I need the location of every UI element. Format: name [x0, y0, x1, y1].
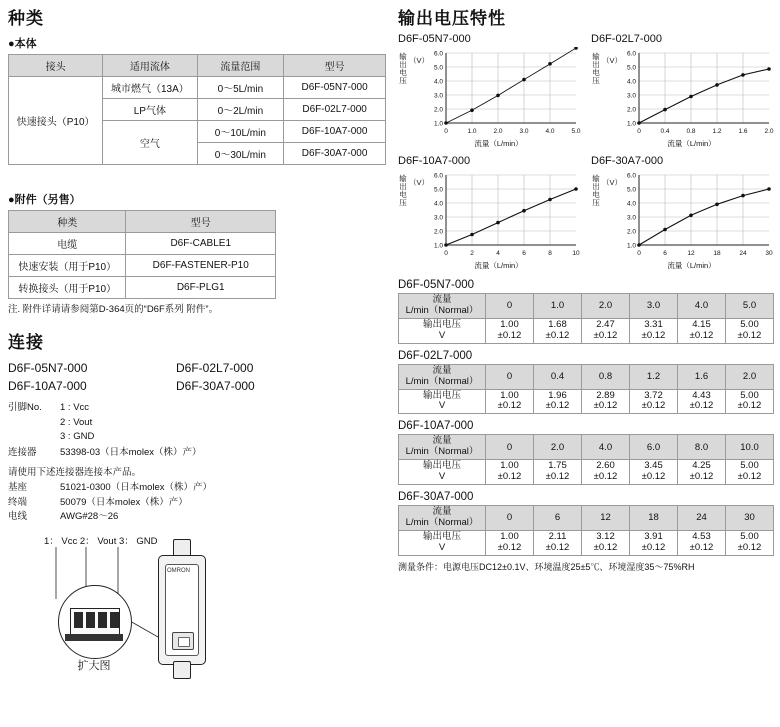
cell-voltage: 5.00 ±0.12: [726, 318, 774, 343]
connection-note-block: [8, 466, 386, 525]
cell-flow: 8.0: [678, 435, 726, 460]
svg-text:5.0: 5.0: [626, 186, 636, 194]
cell-voltage: 3.31 ±0.12: [630, 318, 678, 343]
table-header-row: [9, 55, 386, 77]
svg-text:2.0: 2.0: [626, 228, 636, 236]
y-axis-unit: （V）: [409, 56, 430, 65]
use-note: 请使用下述连接器连接本产品。: [8, 467, 142, 479]
table-header-row: [9, 211, 276, 233]
part-item: [8, 496, 386, 511]
chart-grid: [398, 33, 774, 277]
cell-flow: 1.0: [534, 294, 582, 319]
cell-voltage: 4.15 ±0.12: [678, 318, 726, 343]
left-column: [8, 4, 386, 673]
svg-text:3.0: 3.0: [519, 128, 529, 135]
value-table: [398, 293, 774, 344]
magnified-connector: [58, 585, 132, 659]
svg-text:4.0: 4.0: [545, 128, 555, 135]
x-axis-label: 流量（L/min）: [667, 139, 716, 148]
y-axis-label: 输出电压: [592, 52, 600, 85]
connector-value: 53398-03（日本molex（株）产）: [60, 447, 202, 459]
cell-flow: 3.0: [630, 294, 678, 319]
cell-acc-model: D6F-FASTENER-P10: [126, 255, 276, 277]
td-voltage-label: 输出电压 V: [399, 460, 486, 485]
subhead-accessories: ●附件（另售）: [8, 194, 81, 206]
cell-voltage: 5.00 ±0.12: [726, 530, 774, 555]
connection-model-list: [8, 359, 386, 395]
chart-title: D6F-10A7-000: [398, 155, 471, 167]
svg-text:2.0: 2.0: [433, 106, 443, 114]
svg-text:4.0: 4.0: [433, 200, 443, 208]
cell-flow: 0: [486, 294, 534, 319]
connector-base: [65, 634, 123, 641]
table-row: [399, 530, 774, 555]
type-table: [8, 54, 386, 165]
svg-text:5.0: 5.0: [626, 64, 636, 72]
chart-box: [398, 47, 581, 147]
cell-voltage: 3.12 ±0.12: [582, 530, 630, 555]
page-title-connection: 连接: [8, 333, 44, 353]
svg-text:2.0: 2.0: [433, 228, 443, 236]
pin-contact: [110, 612, 119, 628]
part-value: 51021-0300（日本molex（株）产）: [60, 482, 213, 494]
pin-contact: [86, 612, 95, 628]
y-axis-unit: （V）: [602, 56, 623, 65]
svg-text:0: 0: [444, 128, 448, 135]
connector-drawing: [8, 533, 298, 673]
table-header-row: [399, 364, 774, 389]
th-acc-kind: 种类: [9, 211, 126, 233]
value-table-05n7: [398, 279, 774, 344]
cell-flow: 2.0: [582, 294, 630, 319]
plot-area: [609, 169, 774, 265]
cell-flow: 2.0: [534, 435, 582, 460]
part-item: [8, 481, 386, 496]
right-column: [398, 4, 774, 573]
cell-voltage: 3.45 ±0.12: [630, 460, 678, 485]
value-table-02l7: [398, 350, 774, 415]
table-header-row: [399, 435, 774, 460]
svg-text:6.0: 6.0: [433, 50, 443, 58]
svg-text:30: 30: [765, 250, 773, 257]
cell-connector: 快速接头（P10）: [9, 77, 103, 165]
chart-title: D6F-05N7-000: [398, 33, 471, 45]
sensor-body: [158, 555, 206, 665]
part-key: 基座: [8, 482, 28, 494]
svg-text:6.0: 6.0: [626, 50, 636, 58]
cell-flow: 4.0: [582, 435, 630, 460]
y-axis-label: 输出电压: [399, 174, 407, 207]
value-table: [398, 364, 774, 415]
cell-voltage: 1.75 ±0.12: [534, 460, 582, 485]
cell-flow: 18: [630, 506, 678, 531]
table-row: [399, 318, 774, 343]
plot-area: [416, 169, 581, 265]
brand-label: OMRON: [167, 568, 190, 575]
pin-1: 1 : Vcc: [60, 402, 90, 414]
cell-voltage: 1.68 ±0.12: [534, 318, 582, 343]
chart-box: [398, 169, 581, 269]
connector-value-wrap: [60, 446, 202, 460]
pin-contact: [74, 612, 83, 628]
chart-title: D6F-30A7-000: [591, 155, 664, 167]
plot-area: [609, 47, 774, 143]
svg-text:6: 6: [663, 250, 667, 257]
cell-flow: 0: [486, 506, 534, 531]
cell-range: 0～2L/min: [197, 99, 284, 121]
svg-text:1.2: 1.2: [712, 128, 722, 135]
cell-voltage: 2.60 ±0.12: [582, 460, 630, 485]
cell-flow: 0.8: [582, 364, 630, 389]
th-acc-model: 型号: [126, 211, 276, 233]
th-fluid: 适用流体: [103, 55, 197, 77]
svg-text:2.0: 2.0: [764, 128, 774, 135]
pin-values: [60, 401, 94, 444]
drawing-pin-labels: 1： Vcc 2： Vout 3： GND: [44, 536, 158, 548]
svg-text:3.0: 3.0: [626, 92, 636, 100]
svg-text:0: 0: [637, 128, 641, 135]
svg-text:10: 10: [572, 250, 580, 257]
svg-text:3.0: 3.0: [433, 92, 443, 100]
pin-label: 引脚No.: [8, 402, 42, 414]
table-row: [9, 277, 276, 299]
cell-flow: 2.0: [726, 364, 774, 389]
value-table-30a7: [398, 491, 774, 556]
part-key: 终端: [8, 496, 28, 508]
svg-text:4: 4: [496, 250, 500, 257]
svg-text:8: 8: [548, 250, 552, 257]
connector-label: 连接器: [8, 447, 37, 459]
th-flow: 流量 L/min（Normal）: [399, 364, 486, 389]
svg-text:4.0: 4.0: [626, 200, 636, 208]
cell-range: 0～5L/min: [197, 77, 284, 99]
th-range: 流量范围: [197, 55, 284, 77]
model-row: [8, 359, 386, 377]
cell-flow: 6.0: [630, 435, 678, 460]
value-table-10a7: [398, 420, 774, 485]
measurement-conditions-note: 测量条件：电源电压DC12±0.1V、环境温度25±5℃、环境湿度35～75%RH: [398, 561, 695, 572]
cell-voltage: 2.47 ±0.12: [582, 318, 630, 343]
svg-text:6.0: 6.0: [626, 172, 636, 180]
part-value: 50079（日本molex（株）产）: [60, 496, 188, 508]
table-header-row: [399, 294, 774, 319]
cell-voltage: 1.96 ±0.12: [534, 389, 582, 414]
td-voltage-label: 输出电压 V: [399, 318, 486, 343]
part-value: AWG#28～26: [60, 511, 119, 523]
value-table: [398, 434, 774, 485]
value-table-title: D6F-10A7-000: [398, 420, 474, 433]
cell-acc-kind: 转换接头（用于P10）: [9, 277, 126, 299]
connector-housing: [70, 608, 120, 636]
svg-text:6: 6: [522, 250, 526, 257]
chart-box: [591, 169, 774, 269]
svg-text:2.0: 2.0: [493, 128, 503, 135]
model-name: D6F-05N7-000: [8, 361, 88, 376]
connector-pins: [74, 612, 119, 628]
magnify-caption: 扩大图: [77, 660, 111, 673]
cell-flow: 5.0: [726, 294, 774, 319]
accessory-table: [8, 210, 276, 299]
pin-2: 2 : Vout: [60, 416, 93, 428]
cell-flow: 4.0: [678, 294, 726, 319]
cell-flow: 24: [678, 506, 726, 531]
cell-flow: 0: [486, 435, 534, 460]
model-name: D6F-10A7-000: [8, 379, 87, 394]
svg-text:1.0: 1.0: [433, 120, 443, 128]
svg-text:3.0: 3.0: [433, 214, 443, 222]
cell-voltage: 4.53 ±0.12: [678, 530, 726, 555]
chart-d6f-05n7: [398, 33, 581, 147]
cell-voltage: 4.25 ±0.12: [678, 460, 726, 485]
cell-flow: 1.6: [678, 364, 726, 389]
cell-range: 0～30L/min: [197, 143, 284, 165]
svg-text:12: 12: [687, 250, 695, 257]
svg-text:2.0: 2.0: [626, 106, 636, 114]
y-axis-label: 输出电压: [592, 174, 600, 207]
cell-fluid: 城市燃气（13A）: [103, 77, 197, 99]
cell-flow: 6: [534, 506, 582, 531]
value-table: [398, 505, 774, 556]
cell-flow: 1.2: [630, 364, 678, 389]
y-axis-unit: （V）: [409, 178, 430, 187]
subhead-body: ●本体: [8, 38, 37, 50]
plot-area: [416, 47, 581, 143]
pin-contact: [98, 612, 107, 628]
value-table-title: D6F-05N7-000: [398, 279, 475, 291]
connector-socket: [172, 632, 194, 650]
accessory-note: 注. 附件详请请参阅第D-364页的“D6F系列 附件”。: [8, 304, 219, 315]
svg-text:1.0: 1.0: [626, 242, 636, 250]
cell-flow: 0.4: [534, 364, 582, 389]
td-voltage-label: 输出电压 V: [399, 530, 486, 555]
model-row: [8, 377, 386, 395]
th-flow: 流量 L/min（Normal）: [399, 506, 486, 531]
svg-text:0.4: 0.4: [660, 128, 670, 135]
cell-voltage: 1.00 ±0.12: [486, 460, 534, 485]
pin-assignment-block: [8, 401, 386, 444]
table-row: [9, 233, 276, 255]
cell-flow: 30: [726, 506, 774, 531]
cell-flow: 12: [582, 506, 630, 531]
cell-voltage: 3.91 ±0.12: [630, 530, 678, 555]
cell-model: D6F-30A7-000: [284, 143, 386, 165]
th-model: 型号: [284, 55, 386, 77]
table-row: [399, 460, 774, 485]
svg-text:0: 0: [637, 250, 641, 257]
cell-voltage: 5.00 ±0.12: [726, 460, 774, 485]
cell-range: 0～10L/min: [197, 121, 284, 143]
svg-text:3.0: 3.0: [626, 214, 636, 222]
value-table-title: D6F-02L7-000: [398, 349, 473, 362]
y-axis-label: 输出电压: [399, 52, 407, 85]
chart-d6f-30a7: [591, 155, 774, 269]
th-connector: 接头: [9, 55, 103, 77]
svg-text:1.6: 1.6: [738, 128, 748, 135]
leader-lines: [8, 533, 298, 668]
part-item: [8, 510, 386, 525]
x-axis-label: 流量（L/min）: [667, 261, 716, 270]
svg-text:1.0: 1.0: [626, 120, 636, 128]
cell-voltage: 2.11 ±0.12: [534, 530, 582, 555]
cell-voltage: 1.00 ±0.12: [486, 530, 534, 555]
svg-text:5.0: 5.0: [571, 128, 581, 135]
chart-d6f-10a7: [398, 155, 581, 269]
cell-model: D6F-02L7-000: [284, 99, 386, 121]
table-row: [399, 389, 774, 414]
part-key: 电线: [8, 511, 28, 523]
svg-text:18: 18: [713, 250, 721, 257]
cell-fluid: 空气: [103, 121, 197, 165]
cell-voltage: 2.89 ±0.12: [582, 389, 630, 414]
svg-text:1.0: 1.0: [467, 128, 477, 135]
chart-title: D6F-02L7-000: [591, 33, 662, 45]
page-title-types: 种类: [8, 9, 44, 28]
svg-text:0: 0: [444, 250, 448, 257]
cell-fluid: LP气体: [103, 99, 197, 121]
svg-text:2: 2: [470, 250, 474, 257]
table-row: [9, 255, 276, 277]
th-flow: 流量 L/min（Normal）: [399, 435, 486, 460]
cell-voltage: 3.72 ±0.12: [630, 389, 678, 414]
cell-voltage: 1.00 ±0.12: [486, 318, 534, 343]
page-title-output-characteristics: 输出电压特性: [398, 9, 506, 28]
svg-text:1.0: 1.0: [433, 242, 443, 250]
cell-voltage: 5.00 ±0.12: [726, 389, 774, 414]
pin-3: 3 : GND: [60, 430, 95, 442]
x-axis-label: 流量（L/min）: [474, 261, 523, 270]
chart-d6f-02l7: [591, 33, 774, 147]
model-name: D6F-02L7-000: [176, 361, 254, 376]
cell-acc-model: D6F-PLG1: [126, 277, 276, 299]
cell-acc-model: D6F-CABLE1: [126, 233, 276, 255]
model-name: D6F-30A7-000: [176, 379, 255, 394]
svg-text:5.0: 5.0: [433, 186, 443, 194]
value-table-title: D6F-30A7-000: [398, 491, 474, 504]
cell-flow: 10.0: [726, 435, 774, 460]
connector-spec: [8, 446, 386, 460]
cell-voltage: 4.43 ±0.12: [678, 389, 726, 414]
svg-text:5.0: 5.0: [433, 64, 443, 72]
port-bottom: [173, 661, 191, 679]
svg-text:0.8: 0.8: [686, 128, 696, 135]
table-header-row: [399, 506, 774, 531]
y-axis-unit: （V）: [602, 178, 623, 187]
cell-model: D6F-05N7-000: [284, 77, 386, 99]
td-voltage-label: 输出电压 V: [399, 389, 486, 414]
cell-model: D6F-10A7-000: [284, 121, 386, 143]
x-axis-label: 流量（L/min）: [474, 139, 523, 148]
cell-acc-kind: 电缆: [9, 233, 126, 255]
svg-text:24: 24: [739, 250, 747, 257]
svg-text:4.0: 4.0: [626, 78, 636, 86]
svg-text:6.0: 6.0: [433, 172, 443, 180]
table-row: [9, 77, 386, 99]
cell-acc-kind: 快速安装（用于P10）: [9, 255, 126, 277]
svg-text:4.0: 4.0: [433, 78, 443, 86]
th-flow: 流量 L/min（Normal）: [399, 294, 486, 319]
cell-voltage: 1.00 ±0.12: [486, 389, 534, 414]
chart-box: [591, 47, 774, 147]
cell-flow: 0: [486, 364, 534, 389]
